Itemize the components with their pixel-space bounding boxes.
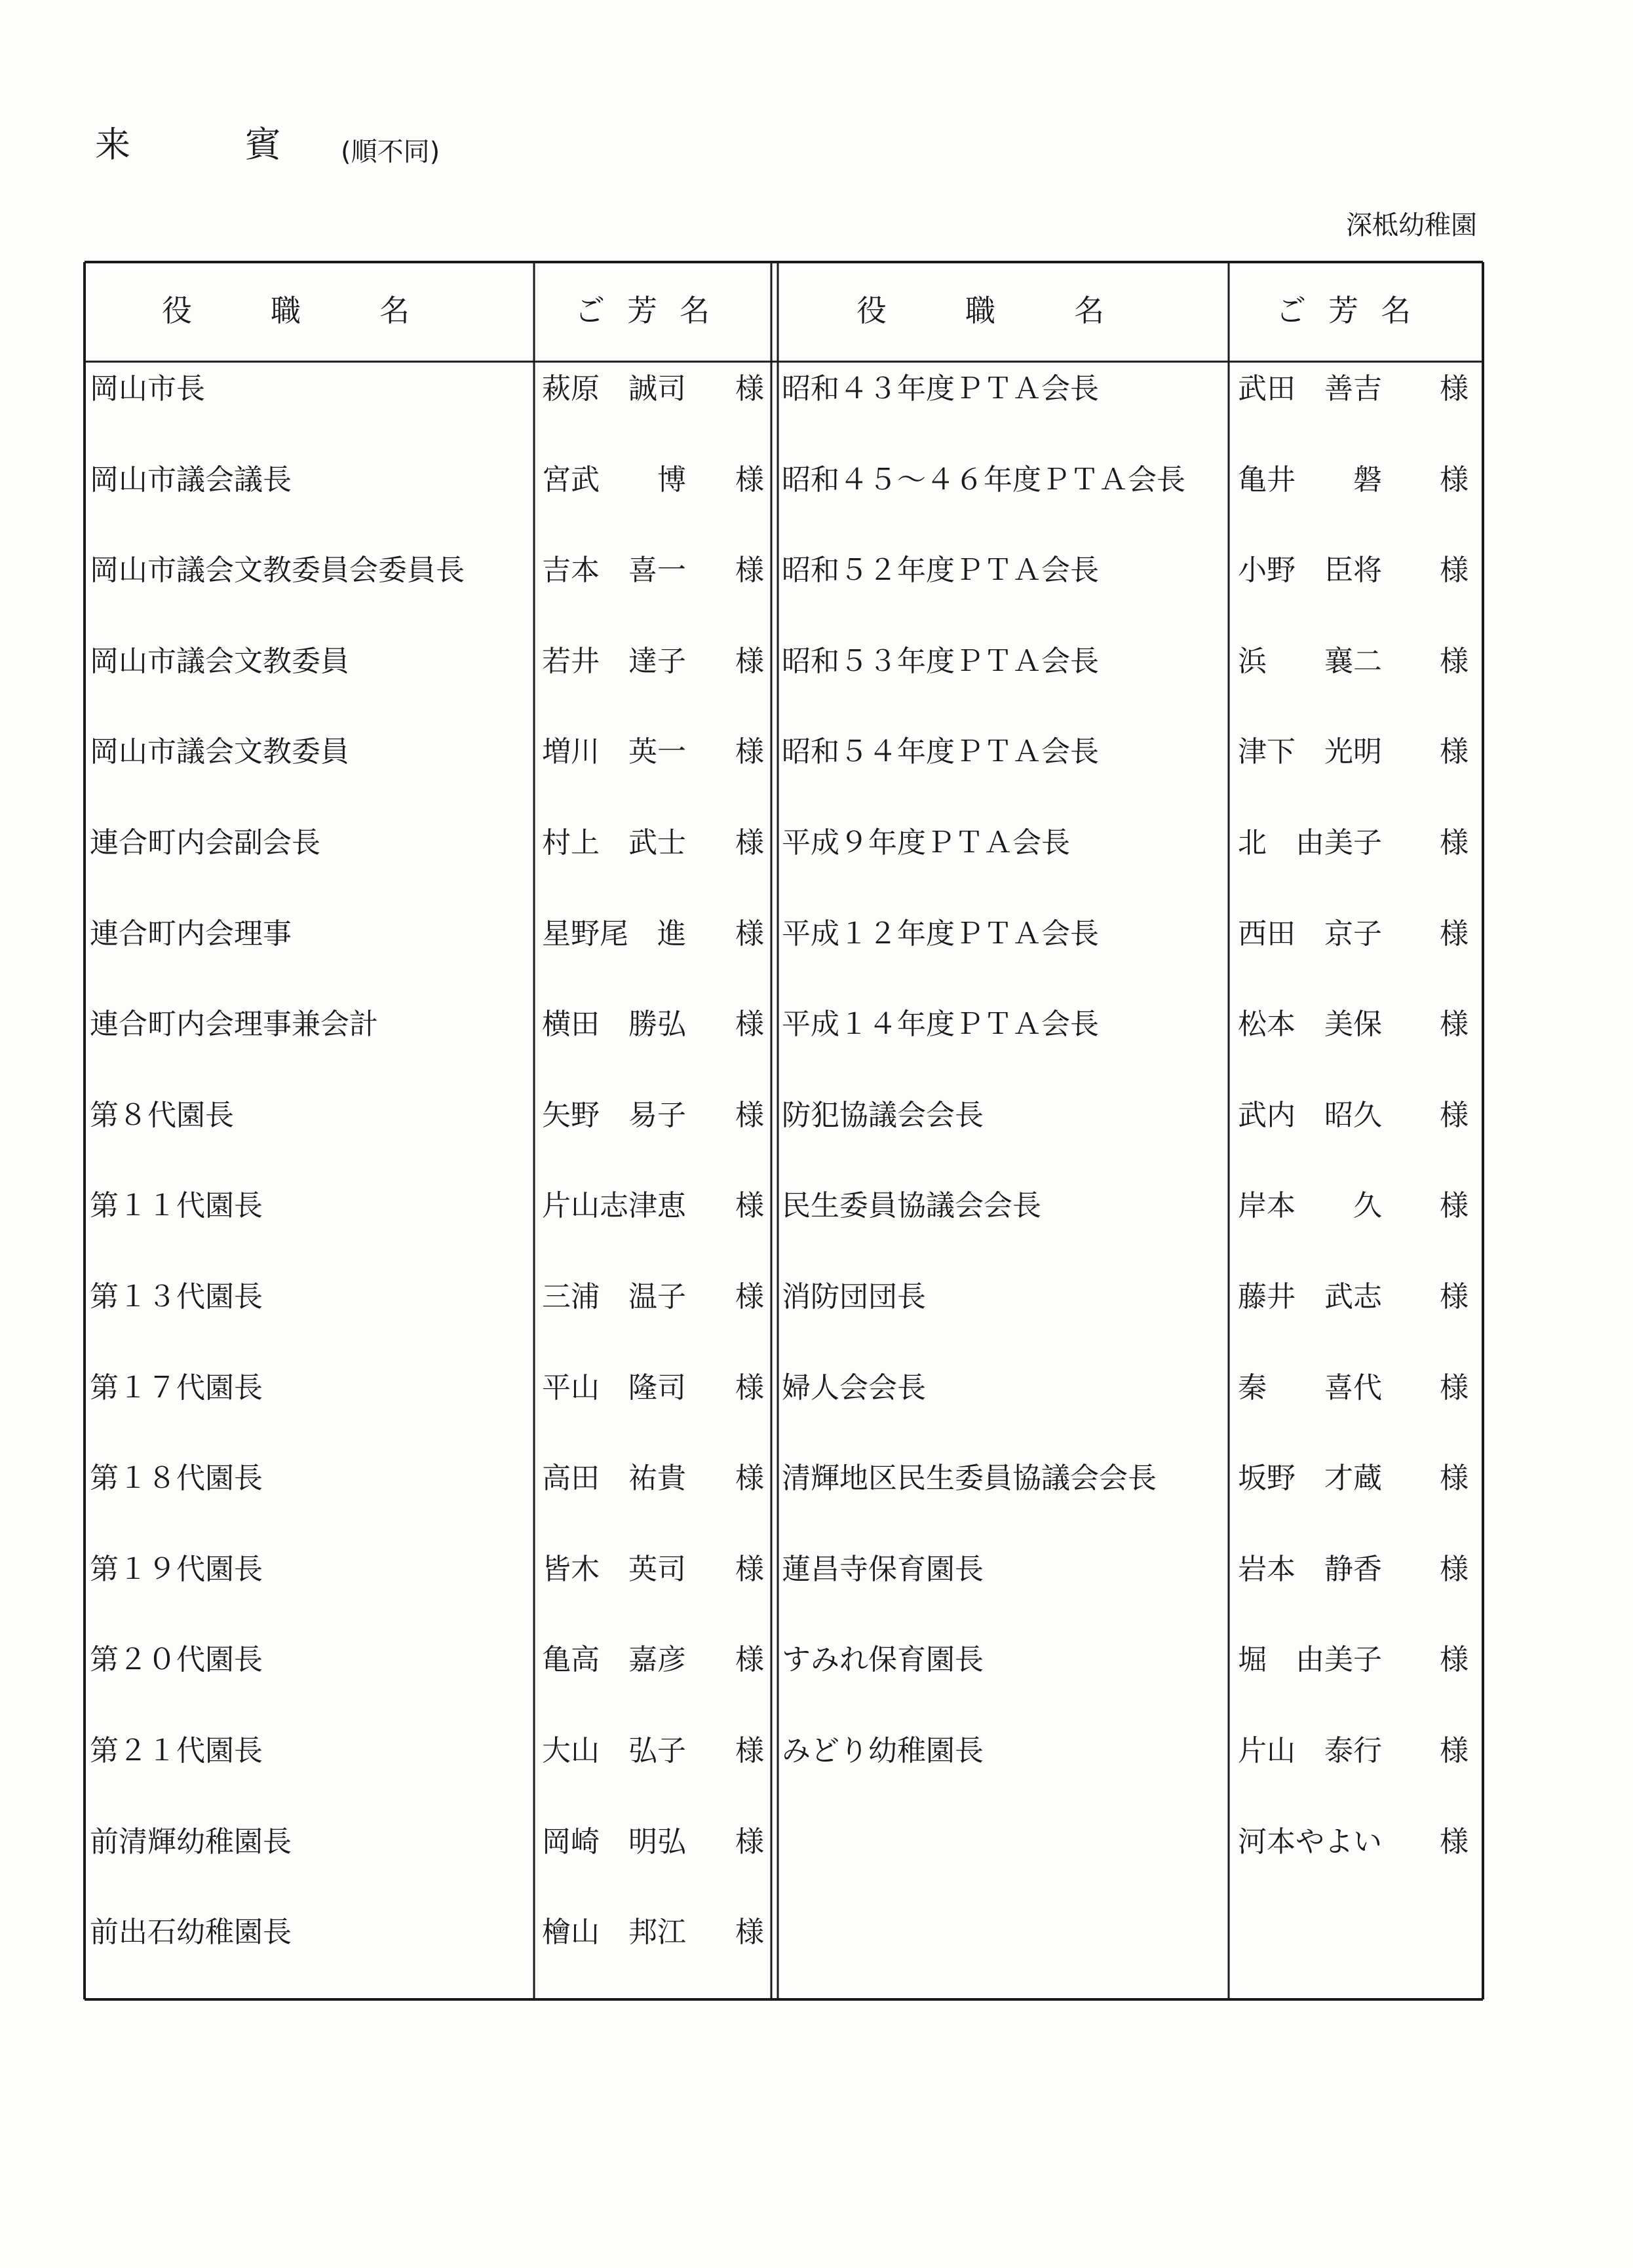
honorific-right: 様	[1440, 372, 1469, 406]
position-right: 昭和４３年度ＰＴＡ会長	[782, 372, 1099, 406]
position-left: 前清輝幼稚園長	[90, 1824, 292, 1859]
position-left: 第２１代園長	[90, 1734, 263, 1767]
position-left: 第１７代園長	[90, 1370, 263, 1405]
honorific-left: 様	[735, 1824, 764, 1859]
position-left: 第２０代園長	[90, 1643, 263, 1677]
position-left: 第１３代園長	[90, 1280, 263, 1314]
name-left: 横田 勝弘	[542, 1008, 686, 1042]
honorific-left: 様	[735, 1189, 764, 1223]
honorific-right: 様	[1440, 1008, 1469, 1042]
name-left: 若井 達子	[542, 644, 686, 678]
name-right: 津下 光明	[1238, 735, 1382, 769]
position-right: 婦人会会長	[782, 1370, 926, 1405]
name-right: 武田 善吉	[1238, 372, 1382, 406]
position-right: 昭和５３年度ＰＴＡ会長	[782, 644, 1099, 678]
honorific-left: 様	[735, 917, 764, 951]
honorific-left: 様	[735, 463, 764, 497]
position-right: すみれ保育園長	[782, 1643, 984, 1677]
name-left: 片山志津恵	[542, 1189, 686, 1223]
name-right: 岩本 静香	[1238, 1552, 1382, 1586]
honorific-right: 様	[1440, 735, 1469, 769]
honorific-left: 様	[735, 554, 764, 588]
position-right: 清輝地区民生委員協議会会長	[782, 1462, 1157, 1496]
position-right: 平成１４年度ＰＴＡ会長	[782, 1008, 1099, 1042]
honorific-left: 様	[735, 1643, 764, 1677]
name-right: 秦 喜代	[1238, 1370, 1382, 1405]
name-right: 亀井 磐	[1238, 463, 1382, 497]
position-right: 民生委員協議会会長	[782, 1189, 1041, 1223]
name-left: 星野尾 進	[542, 917, 686, 951]
name-right: 坂野 才蔵	[1238, 1462, 1382, 1496]
name-right: 松本 美保	[1238, 1008, 1382, 1042]
name-left: 宮武 博	[542, 463, 686, 497]
name-right: 西田 京子	[1238, 917, 1382, 951]
name-left: 檜山 邦江	[542, 1916, 686, 1950]
name-right: 小野 臣将	[1238, 554, 1382, 588]
honorific-right: 様	[1440, 1098, 1469, 1132]
position-right: みどり幼稚園長	[782, 1734, 984, 1767]
header-name-right: ご芳名	[1276, 293, 1433, 328]
position-right: 昭和４５～４６年度ＰＴＡ会長	[782, 463, 1185, 497]
name-left: 高田 祐貴	[542, 1462, 686, 1496]
honorific-left: 様	[735, 372, 764, 406]
position-right: 蓮昌寺保育園長	[782, 1552, 984, 1586]
position-left: 第８代園長	[90, 1098, 234, 1132]
name-left: 皆木 英司	[542, 1552, 686, 1586]
honorific-right: 様	[1440, 1734, 1469, 1767]
position-left: 連合町内会理事	[90, 917, 292, 951]
position-right: 平成１２年度ＰＴＡ会長	[782, 917, 1099, 951]
position-right: 消防団団長	[782, 1280, 926, 1314]
honorific-left: 様	[735, 1462, 764, 1496]
position-left: 連合町内会副会長	[90, 826, 320, 860]
position-left: 連合町内会理事兼会計	[90, 1008, 378, 1042]
position-right: 昭和５４年度ＰＴＡ会長	[782, 735, 1099, 769]
honorific-left: 様	[735, 1098, 764, 1132]
name-left: 矢野 易子	[542, 1098, 686, 1132]
honorific-right: 様	[1440, 1280, 1469, 1314]
position-right: 昭和５２年度ＰＴＡ会長	[782, 554, 1099, 588]
page-title	[95, 117, 280, 167]
name-right: 河本やよい	[1238, 1824, 1382, 1859]
honorific-left: 様	[735, 1916, 764, 1950]
honorific-left: 様	[735, 644, 764, 678]
organization-name: 深柢幼稚園	[1346, 210, 1477, 240]
header-position-right: 役職名	[856, 293, 1183, 328]
honorific-right: 様	[1440, 1462, 1469, 1496]
honorific-left: 様	[735, 1734, 764, 1767]
name-right: 藤井 武志	[1238, 1280, 1382, 1314]
honorific-left: 様	[735, 1008, 764, 1042]
honorific-right: 様	[1440, 1370, 1469, 1405]
name-left: 大山 弘子	[542, 1734, 686, 1767]
position-right: 防犯協議会会長	[782, 1098, 984, 1132]
position-left: 第１８代園長	[90, 1462, 263, 1496]
name-left: 三浦 温子	[542, 1280, 686, 1314]
honorific-right: 様	[1440, 826, 1469, 860]
position-left: 岡山市議会議長	[90, 463, 292, 497]
name-left: 村上 武士	[542, 826, 686, 860]
honorific-left: 様	[735, 826, 764, 860]
honorific-left: 様	[735, 1280, 764, 1314]
honorific-right: 様	[1440, 1643, 1469, 1677]
header-name-left: ご芳名	[575, 293, 732, 328]
page-title-char-1: 来	[95, 124, 130, 165]
order-note: (順不同)	[341, 137, 440, 167]
name-right: 浜 襄二	[1238, 644, 1382, 678]
honorific-right: 様	[1440, 463, 1469, 497]
honorific-left: 様	[735, 735, 764, 769]
name-right: 岸本 久	[1238, 1189, 1382, 1223]
position-left: 第１９代園長	[90, 1552, 263, 1586]
name-left: 吉本 喜一	[542, 554, 686, 588]
page-title-char-2: 賓	[245, 124, 280, 165]
name-right: 堀 由美子	[1238, 1643, 1382, 1677]
position-left: 岡山市議会文教委員会委員長	[90, 554, 465, 588]
position-left: 第１１代園長	[90, 1189, 263, 1223]
position-right: 平成９年度ＰＴＡ会長	[782, 826, 1070, 860]
position-left: 岡山市長	[90, 372, 205, 406]
name-left: 岡崎 明弘	[542, 1824, 686, 1859]
honorific-right: 様	[1440, 1824, 1469, 1859]
name-right: 北 由美子	[1238, 826, 1382, 860]
guest-table	[83, 261, 1484, 2001]
honorific-left: 様	[735, 1370, 764, 1405]
name-left: 増川 英一	[542, 735, 686, 769]
honorific-right: 様	[1440, 1189, 1469, 1223]
name-left: 萩原 誠司	[542, 372, 686, 406]
name-right: 片山 泰行	[1238, 1734, 1382, 1767]
name-left: 平山 隆司	[542, 1370, 686, 1405]
name-right: 武内 昭久	[1238, 1098, 1382, 1132]
honorific-left: 様	[735, 1552, 764, 1586]
header-position-left: 役職名	[162, 293, 488, 328]
honorific-right: 様	[1440, 917, 1469, 951]
position-left: 前出石幼稚園長	[90, 1916, 292, 1950]
position-left: 岡山市議会文教委員	[90, 735, 349, 769]
honorific-right: 様	[1440, 554, 1469, 588]
honorific-right: 様	[1440, 644, 1469, 678]
honorific-right: 様	[1440, 1552, 1469, 1586]
position-left: 岡山市議会文教委員	[90, 644, 349, 678]
name-left: 亀高 嘉彦	[542, 1643, 686, 1677]
